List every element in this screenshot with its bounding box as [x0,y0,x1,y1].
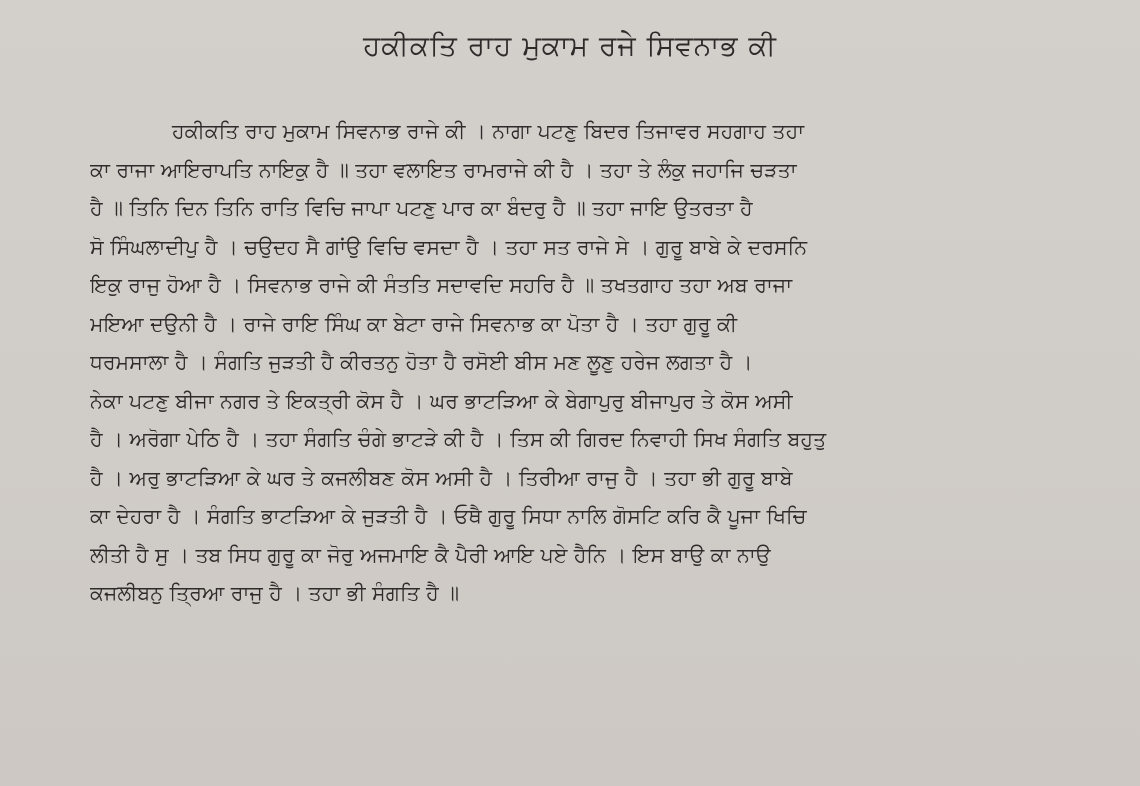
text-line: ਹੈ । ਅਰੋਗਾ ਪੇਠਿ ਹੈ । ਤਹਾ ਸੰਗਤਿ ਚੰਗੇ ਭਾਟੜੇ ਕੀ ਹੈ । ਤਿਸ ਕੀ ਗਿਰਦ ਨਿਵਾਹੀ ਸਿਖ ਸੰਗਤਿ ਬਹੁਤੁ [90,427,827,451]
text-line: ਹੈ । ਅਰੁ ਭਾਟੜਿਆ ਕੇ ਘਰ ਤੇ ਕਜਲੀਬਣ ਕੋਸ ਅਸੀ ਹੈ । ਤਿਰੀਆ ਰਾਜੁ ਹੈ । ਤਹਾ ਭੀ ਗੁਰੂ ਬਾਬੇ [90,465,793,490]
page-title: ਹਕੀਕਤਿ ਰਾਹ ਮੁਕਾਮ ਰਜੇ ਸਿਵਨਾਭ ਕੀ [363,29,777,62]
text-line: ਕਜਲੀਬਨੁ ਤ੍ਰਿਆ ਰਾਜੁ ਹੈ । ਤਹਾ ਭੀ ਸੰਗਤਿ ਹੈ ॥ [90,581,460,605]
text-line: ਕਾ ਰਾਜਾ ਆਇਰਾਪਤਿ ਨਾਇਕੁ ਹੈ ॥ ਤਹਾ ਵਲਾਇਤ ਰਾਮਰਾਜੇ ਕੀ ਹੈ । ਤਹਾ ਤੇ ਲੰਕੁ ਜਹਾਜਿ ਚੜਤਾ [90,157,797,182]
text-line: ਲੀਤੀ ਹੈ ਸੁ । ਤਬ ਸਿਧ ਗੁਰੂ ਕਾ ਜੋਰੁ ਅਜਮਾਇ ਕੈ ਪੈਰੀ ਆਇ ਪਏ ਹੈਨਿ । ਇਸ ਬਾਉ ਕਾ ਨਾਉ [90,542,771,567]
text-line: ਇਕੁ ਰਾਜੁ ਹੋਆ ਹੈ । ਸਿਵਨਾਭ ਰਾਜੇ ਕੀ ਸੰਤਤਿ ਸਦਾਵਦਿ ਸਹਰਿ ਹੈ ॥ ਤਖਤਗਾਹ ਤਹਾ ਅਬ ਰਾਜਾ [90,273,793,297]
text-line: ਨੇਕਾ ਪਟਣੁ ਬੀਜਾ ਨਗਰ ਤੇ ਇਕਤ੍ਰੀ ਕੋਸ ਹੈ । ਘਰ ਭਾਟੜਿਆ ਕੇ ਬੇਗਾਪੁਰੁ ਬੀਜਾਪੁਰ ਤੇ ਕੋਸ ਅਸੀ [90,388,793,413]
text-line: ਮਇਆ ਦਉਨੀ ਹੈ । ਰਾਜੇ ਰਾਇ ਸਿੰਘ ਕਾ ਬੇਟਾ ਰਾਜੇ ਸਿਵਨਾਭ ਕਾ ਪੋਤਾ ਹੈ । ਤਹਾ ਗੁਰੂ ਕੀ [90,311,738,336]
text-line: ਧਰਮਸਾਲਾ ਹੈ । ਸੰਗਤਿ ਜੁੜਤੀ ਹੈ ਕੀਰਤਨੁ ਹੋਤਾ ਹੈ ਰਸੋਈ ਬੀਸ ਮਣ ਲੂਣੁ ਹਰੇਜ ਲਗਤਾ ਹੈ । [90,350,753,374]
text-line: ਸੋ ਸਿੰਘਲਾਦੀਪੁ ਹੈ । ਚਉਦਹ ਸੈ ਗਾਂਉ ਵਿਚਿ ਵਸਦਾ ਹੈ । ਤਹਾ ਸਤ ਰਾਜੇ ਸੇ । ਗੁਰੂ ਬਾਬੇ ਕੇ ਦਰਸਨਿ [90,234,808,259]
text-line: ਹਕੀਕਤਿ ਰਾਹ ਮੁਕਾਮ ਸਿਵਨਾਭ ਰਾਜੇ ਕੀ । ਨਾਗਾ ਪਟਣੁ ਬਿਦਰ ਤਿਜਾਵਰ ਸਹਗਾਹ ਤਹਾ [172,119,805,143]
text-line: ਕਾ ਦੇਹਰਾ ਹੈ । ਸੰਗਤਿ ਭਾਟੜਿਆ ਕੇ ਜੁੜਤੀ ਹੈ । ਓਥੈ ਗੁਰੂ ਸਿਧਾ ਨਾਲਿ ਗੋਸਟਿ ਕਰਿ ਕੈ ਪੂਜਾ ਖਿਚਿ [90,504,807,528]
text-line: ਹੈ ॥ ਤਿਨਿ ਦਿਨ ਤਿਨਿ ਰਾਤਿ ਵਿਚਿ ਜਾਪਾ ਪਟਣੁ ਪਾਰ ਕਾ ਬੰਦਰੁ ਹੈ ॥ ਤਹਾ ਜਾਇ ਉਤਰਤਾ ਹੈ [90,196,753,220]
body-paragraph [90,112,1115,613]
